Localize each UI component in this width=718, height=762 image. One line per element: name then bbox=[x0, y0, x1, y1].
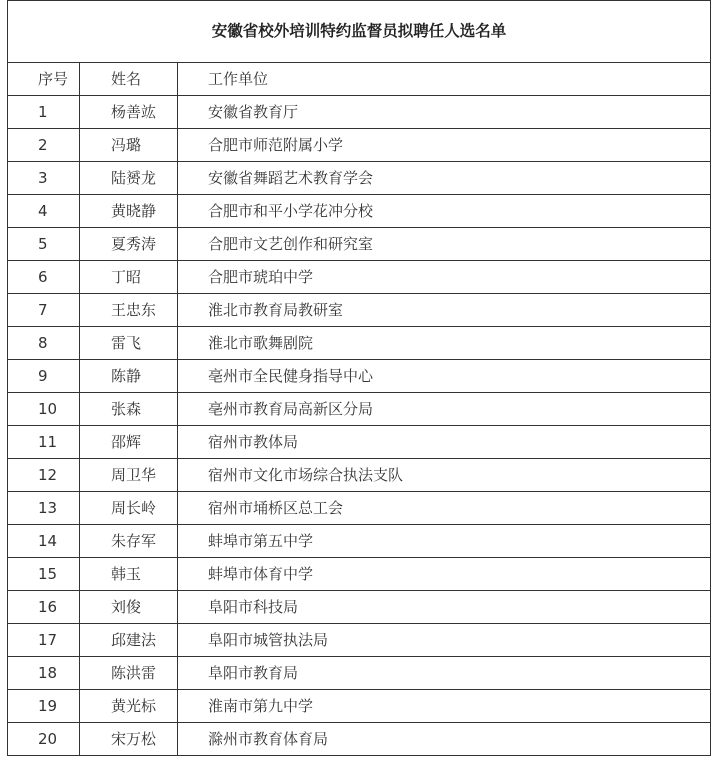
cell-name: 黄晓静 bbox=[80, 195, 178, 228]
table-row bbox=[8, 723, 711, 756]
table-title: 安徽省校外培训特约监督员拟聘任人选名单 bbox=[8, 1, 711, 63]
cell-index: 4 bbox=[8, 195, 80, 228]
cell-unit: 阜阳市科技局 bbox=[178, 591, 711, 624]
cell-unit: 合肥市和平小学花冲分校 bbox=[178, 195, 711, 228]
table-row bbox=[8, 294, 711, 327]
cell-index: 2 bbox=[8, 129, 80, 162]
cell-index: 7 bbox=[8, 294, 80, 327]
cell-index: 16 bbox=[8, 591, 80, 624]
table-row bbox=[8, 393, 711, 426]
cell-index: 19 bbox=[8, 690, 80, 723]
table-row bbox=[8, 228, 711, 261]
cell-unit: 合肥市师范附属小学 bbox=[178, 129, 711, 162]
cell-unit: 宿州市埇桥区总工会 bbox=[178, 492, 711, 525]
table-row bbox=[8, 558, 711, 591]
cell-name: 韩玉 bbox=[80, 558, 178, 591]
table-row bbox=[8, 162, 711, 195]
cell-unit: 合肥市琥珀中学 bbox=[178, 261, 711, 294]
cell-name: 陆赟龙 bbox=[80, 162, 178, 195]
cell-unit: 淮南市第九中学 bbox=[178, 690, 711, 723]
cell-unit: 宿州市文化市场综合执法支队 bbox=[178, 459, 711, 492]
cell-name: 张森 bbox=[80, 393, 178, 426]
cell-unit: 安徽省舞蹈艺术教育学会 bbox=[178, 162, 711, 195]
cell-name: 邵辉 bbox=[80, 426, 178, 459]
cell-unit: 阜阳市教育局 bbox=[178, 657, 711, 690]
cell-unit: 蚌埠市第五中学 bbox=[178, 525, 711, 558]
cell-index: 18 bbox=[8, 657, 80, 690]
cell-unit: 蚌埠市体育中学 bbox=[178, 558, 711, 591]
cell-index: 10 bbox=[8, 393, 80, 426]
cell-unit: 阜阳市城管执法局 bbox=[178, 624, 711, 657]
table-row bbox=[8, 690, 711, 723]
table-row bbox=[8, 657, 711, 690]
table-row bbox=[8, 492, 711, 525]
cell-index: 13 bbox=[8, 492, 80, 525]
cell-name: 周卫华 bbox=[80, 459, 178, 492]
table-row bbox=[8, 591, 711, 624]
cell-name: 陈洪雷 bbox=[80, 657, 178, 690]
candidate-table bbox=[7, 0, 711, 756]
cell-index: 5 bbox=[8, 228, 80, 261]
cell-name: 周长岭 bbox=[80, 492, 178, 525]
table-row bbox=[8, 327, 711, 360]
cell-name: 邱建法 bbox=[80, 624, 178, 657]
cell-unit: 宿州市教体局 bbox=[178, 426, 711, 459]
cell-index: 20 bbox=[8, 723, 80, 756]
cell-index: 6 bbox=[8, 261, 80, 294]
table-row bbox=[8, 624, 711, 657]
table-row bbox=[8, 426, 711, 459]
cell-name: 宋万松 bbox=[80, 723, 178, 756]
cell-index: 8 bbox=[8, 327, 80, 360]
table-row bbox=[8, 459, 711, 492]
header-row bbox=[8, 63, 711, 96]
cell-index: 15 bbox=[8, 558, 80, 591]
column-header-index: 序号 bbox=[8, 63, 80, 96]
cell-name: 陈静 bbox=[80, 360, 178, 393]
cell-name: 冯璐 bbox=[80, 129, 178, 162]
table-row bbox=[8, 195, 711, 228]
cell-unit: 合肥市文艺创作和研究室 bbox=[178, 228, 711, 261]
cell-unit: 滁州市教育体育局 bbox=[178, 723, 711, 756]
cell-name: 丁昭 bbox=[80, 261, 178, 294]
cell-unit: 淮北市教育局教研室 bbox=[178, 294, 711, 327]
cell-unit: 安徽省教育厅 bbox=[178, 96, 711, 129]
cell-index: 12 bbox=[8, 459, 80, 492]
table-row bbox=[8, 360, 711, 393]
cell-name: 黄光标 bbox=[80, 690, 178, 723]
table-row bbox=[8, 96, 711, 129]
column-header-name: 姓名 bbox=[80, 63, 178, 96]
cell-index: 9 bbox=[8, 360, 80, 393]
cell-name: 杨善竑 bbox=[80, 96, 178, 129]
cell-index: 3 bbox=[8, 162, 80, 195]
title-row bbox=[8, 1, 711, 63]
cell-index: 17 bbox=[8, 624, 80, 657]
cell-name: 王忠东 bbox=[80, 294, 178, 327]
table-row bbox=[8, 525, 711, 558]
table-row bbox=[8, 129, 711, 162]
table-body bbox=[8, 1, 711, 756]
cell-unit: 淮北市歌舞剧院 bbox=[178, 327, 711, 360]
cell-unit: 亳州市全民健身指导中心 bbox=[178, 360, 711, 393]
column-header-unit: 工作单位 bbox=[178, 63, 711, 96]
cell-index: 11 bbox=[8, 426, 80, 459]
table-row bbox=[8, 261, 711, 294]
cell-index: 1 bbox=[8, 96, 80, 129]
cell-name: 雷飞 bbox=[80, 327, 178, 360]
cell-name: 朱存军 bbox=[80, 525, 178, 558]
cell-name: 刘俊 bbox=[80, 591, 178, 624]
cell-index: 14 bbox=[8, 525, 80, 558]
cell-name: 夏秀涛 bbox=[80, 228, 178, 261]
cell-unit: 亳州市教育局高新区分局 bbox=[178, 393, 711, 426]
